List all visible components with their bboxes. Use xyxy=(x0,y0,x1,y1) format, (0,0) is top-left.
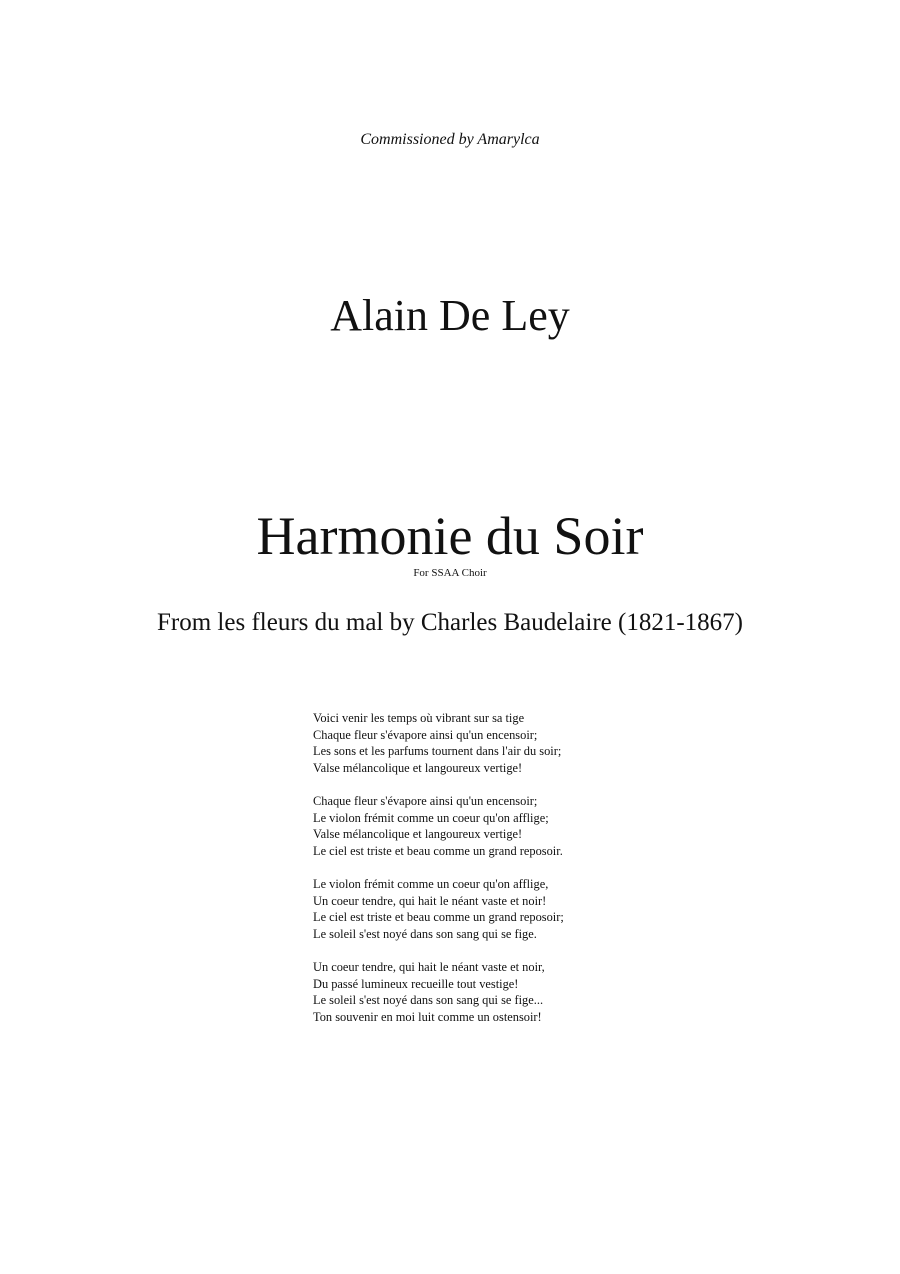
poem-line: Chaque fleur s'évapore ainsi qu'un encensoir; xyxy=(313,727,538,742)
poem-stanza-3 xyxy=(313,876,793,942)
poem-line: Le soleil s'est noyé dans son sang qui se fige. xyxy=(313,926,537,941)
poem-stanza-4 xyxy=(313,959,793,1025)
poem-line: Les sons et les parfums tournent dans l'air du soir; xyxy=(313,744,562,758)
poem-line: Un coeur tendre, qui hait le néant vaste et noir! xyxy=(313,893,547,908)
piece-subtitle: For SSAA Choir xyxy=(413,567,487,579)
poem-line: Voici venir les temps où vibrant sur sa tige xyxy=(313,711,525,725)
poem-line: Le ciel est triste et beau comme un grand reposoir. xyxy=(313,843,563,858)
poem-line: Valse mélancolique et langoureux vertige! xyxy=(313,827,523,841)
text-source: From les fleurs du mal by Charles Baudelaire (1821-1867) xyxy=(157,609,743,636)
poem-line: Le violon frémit comme un coeur qu'on afflige; xyxy=(313,810,549,825)
poem-text xyxy=(313,710,793,1042)
poem-line: Le violon frémit comme un coeur qu'on afflige, xyxy=(313,877,549,891)
poem-line: Du passé lumineux recueille tout vestige! xyxy=(313,976,519,991)
poem-line: Le soleil s'est noyé dans son sang qui se fige... xyxy=(313,993,544,1007)
poem-line: Le ciel est triste et beau comme un grand reposoir; xyxy=(313,910,564,924)
composer-name: Alain De Ley xyxy=(330,291,570,340)
poem-stanza-2 xyxy=(313,793,793,859)
poem-line: Un coeur tendre, qui hait le néant vaste et noir, xyxy=(313,960,545,974)
poem-line: Chaque fleur s'évapore ainsi qu'un encensoir; xyxy=(313,794,538,808)
piece-title: Harmonie du Soir xyxy=(256,506,644,566)
poem-stanza-1 xyxy=(313,710,793,776)
poem-line: Ton souvenir en moi luit comme un ostensoir! xyxy=(313,1009,542,1024)
commission-note: Commissioned by Amarylca xyxy=(360,131,540,148)
poem-line: Valse mélancolique et langoureux vertige! xyxy=(313,760,523,775)
